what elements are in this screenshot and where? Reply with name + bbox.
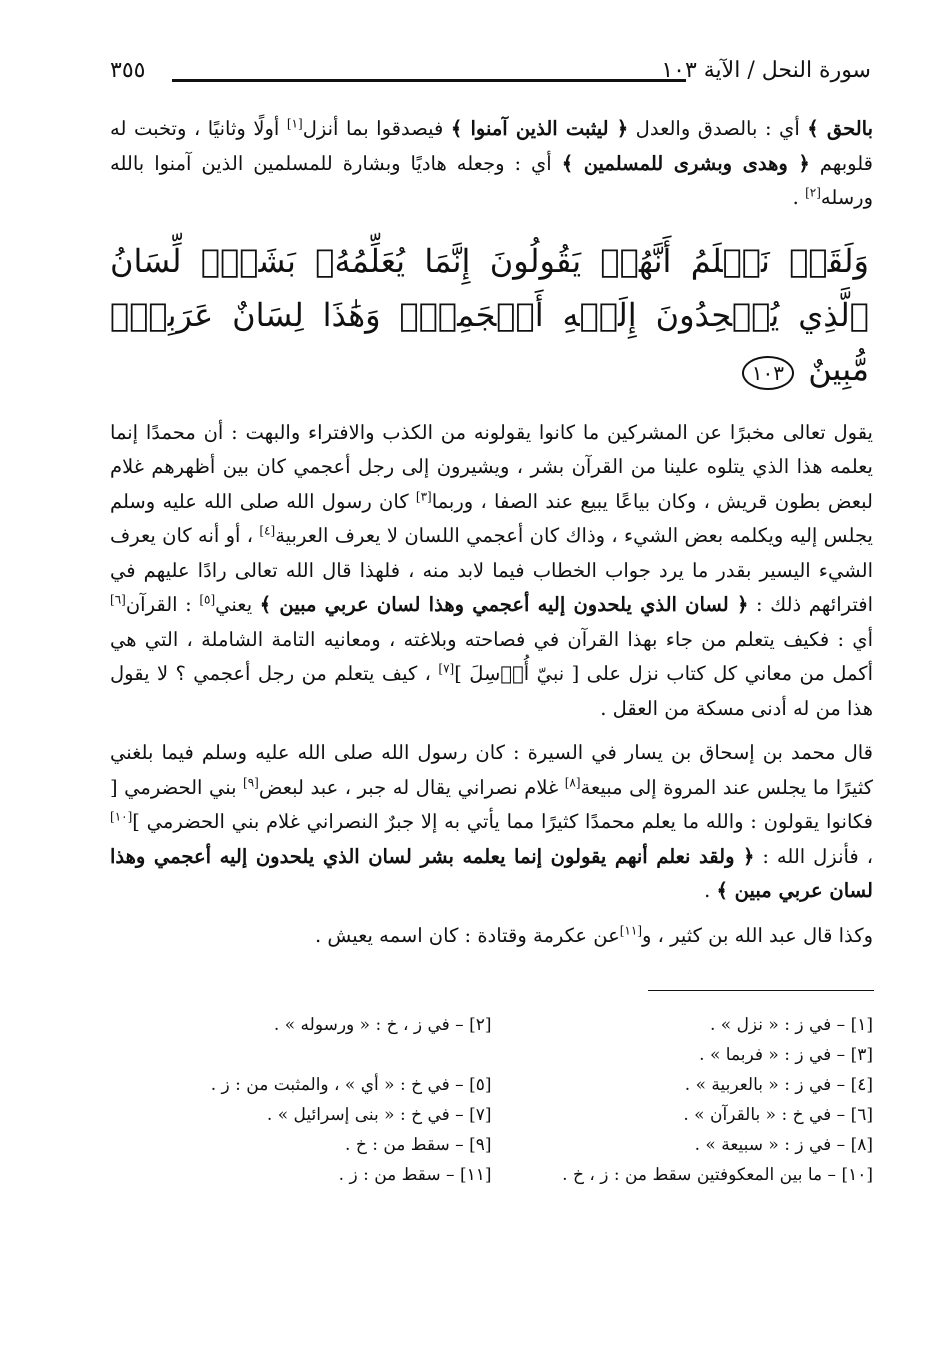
footnote-row xyxy=(110,1160,873,1190)
footnote-marker: [٧] xyxy=(438,661,455,676)
footnotes xyxy=(110,1010,873,1190)
footnote: [١٠] – ما بين المعكوفتين سقط من : ز ، خ . xyxy=(562,1165,873,1185)
footnote-marker: [٢] xyxy=(805,185,821,200)
text-run: بني الحضرمي [ فكانوا يقولون : والله ما يعلم محمدًا كثيرًا مما يأتي به إلا جبرٌ النصراني غلام بني الحضرمي ] xyxy=(110,775,873,833)
text-run: غلام نصراني يقال له جبر ، عبد لبعض xyxy=(258,775,565,799)
ishaq-paragraph xyxy=(110,736,873,909)
footnote: [٦] – في خ : « بالقرآن » . xyxy=(683,1105,873,1125)
footnote-marker: [٨] xyxy=(564,775,581,789)
footnote-marker: [١٠] xyxy=(110,809,133,824)
quran-verse xyxy=(110,234,873,396)
footnote-marker: [٤] xyxy=(259,523,276,538)
footnote-marker: [٣] xyxy=(415,489,432,503)
text-run: فيصدقوا بما أنزل xyxy=(302,117,451,140)
text-run: . xyxy=(704,879,717,902)
header-rule xyxy=(172,79,686,82)
text-run: قال محمد بن إسحاق بن يسار في السيرة : كان رسول الله صلى الله عليه وسلم فيما بلغني كثيرًا ما يجلس عند المروة إلى مبيعة xyxy=(110,741,873,799)
quran-quote: ﴿ ولقد نعلم أنهم يقولون إنما يعلمه بشر لسان الذي يلحدون إليه أعجمي وهذا لسان عربي مبين ﴾ xyxy=(110,844,873,902)
footnote-marker: [٦] xyxy=(110,592,126,607)
page-header xyxy=(110,50,871,90)
text-run: يعني xyxy=(215,593,260,616)
footnote-marker: [١١] xyxy=(619,923,642,937)
text-run: ، كيف يتعلم من رجل أعجمي ؟ لا يقول هذا من له أدنى مسكة من العقل . xyxy=(110,662,873,720)
kathir-paragraph xyxy=(110,919,873,954)
text-run: أي : وجعله هاديًا وبشارة للمسلمين الذين آمنوا بالله ورسله xyxy=(110,151,873,209)
footnote xyxy=(110,1040,492,1070)
footnote: [٥] – في خ : « أي » ، والمثبت من : ز . xyxy=(210,1075,492,1095)
footnote: [١١] – سقط من : ز . xyxy=(338,1165,492,1185)
footnote: [٩] – سقط من : خ . xyxy=(345,1135,492,1155)
footnote: [٣] – في ز : « فربما » . xyxy=(699,1045,873,1065)
footnote: [١] – في ز : « نزل » . xyxy=(709,1015,873,1035)
text-run: عن عكرمة وقتادة : كان اسمه يعيش . xyxy=(314,923,620,947)
footnote-marker: [٥] xyxy=(199,592,216,607)
footnote-row xyxy=(110,1100,873,1130)
footnote-row xyxy=(110,1070,873,1100)
quran-quote: بالحق ﴾ xyxy=(807,117,873,140)
footnote: [٨] – في ز : « سبيعة » . xyxy=(694,1135,873,1155)
footnote-marker: [٩] xyxy=(243,775,259,789)
text-run: أي : بالصدق والعدل xyxy=(628,117,808,140)
quran-quote: ﴿ لسان الذي يلحدون إليه أعجمي وهذا لسان عربي مبين ﴾ xyxy=(259,593,749,616)
footnote: [٤] – في ز : « بالعربية » . xyxy=(684,1075,873,1095)
verse-number-ornament: ١٠٣ xyxy=(742,356,794,390)
text-run: ، أو أنه كان يعرف الشيء اليسير بقدر ما يرد جواب الخطاب فيما لابد منه ، فلهذا قال الله تعالى رادًا عليهم في افترائهم ذلك : xyxy=(110,524,874,616)
intro-paragraph xyxy=(110,112,873,216)
page-number: ٣٥٥ xyxy=(110,58,146,83)
quran-quote: ﴿ وهدى وبشرى للمسلمين ﴾ xyxy=(561,151,810,175)
text-run: أي : فكيف يتعلم من جاء بهذا القرآن في فصاحته وبلاغته ، ومعانيه التامة الشاملة ، التي هي أكمل من معاني كل كتاب نزل على [ نبيّ أُرۡسِلَ ] xyxy=(110,627,873,685)
footnote-row xyxy=(110,1010,873,1040)
footnote-row xyxy=(110,1130,873,1160)
text-run: . xyxy=(792,186,806,209)
footnote: [٧] – في خ : « بنى إسرائيل » . xyxy=(266,1105,492,1125)
text-run: وكذا قال عبد الله بن كثير ، و xyxy=(642,923,873,947)
text-run: يقول تعالى مخبرًا عن المشركين ما كانوا يقولونه من الكذب والافتراء والبهت : أن محمدًا إنما يعلمه هذا الذي يتلوه علينا من القرآن بشر ، ويشيرون إلى رجل أعجمي كان بين أظهرهم غلام لبعض بطون قريش ، وكان بياعًا يبيع عند الصفا ، وربما xyxy=(110,420,873,513)
running-title: سورة النحل / الآية ١٠٣ xyxy=(661,58,871,83)
page-body xyxy=(110,112,873,953)
footnote-rule xyxy=(648,990,874,991)
footnote: [٢] – في ز ، خ : « ورسوله » . xyxy=(273,1015,492,1035)
text-run: ، فأنزل الله : xyxy=(754,844,873,868)
text-run: أولًا وثانيًا ، وتخبت له قلوبهم xyxy=(110,117,873,175)
text-run: : القرآن xyxy=(125,593,200,616)
quran-quote: ﴿ ليثبت الذين آمنوا ﴾ xyxy=(450,117,629,140)
footnote-marker: [١] xyxy=(286,116,303,131)
text-run: كان رسول الله صلى الله عليه وسلم يجلس إليه ويكلمه بعض الشيء ، وذاك كان أعجمي اللسان لا يعرف العربية xyxy=(110,489,873,547)
tafsir-paragraph xyxy=(110,416,873,727)
footnote-row xyxy=(110,1040,873,1070)
verse-text: وَلَقَدۡ نَعۡلَمُ أَنَّهُمۡ يَقُولُونَ إِنَّمَا يُعَلِّمُهُۥ بَشَرٞۗ لِّسَانُ ٱلَّذِي يُلۡحِدُونَ إِلَيۡهِ أَعۡجَمِيّٞ وَهَٰذَا لِسَانٌ عَرَبِيّٞ مُّبِينٌ xyxy=(110,241,869,388)
